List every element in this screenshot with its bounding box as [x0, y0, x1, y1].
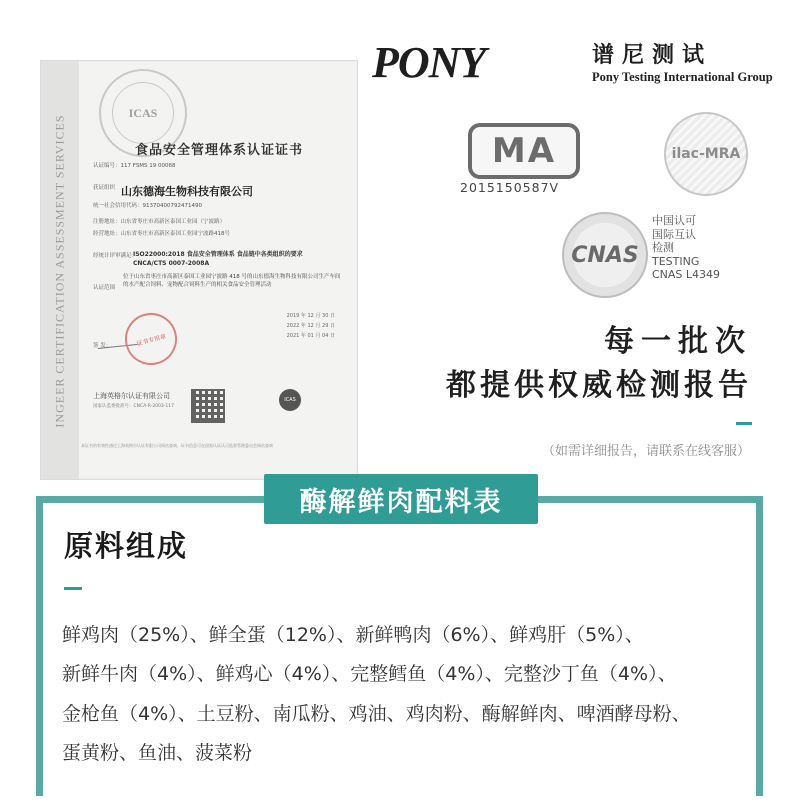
certificate-number: 认证编号：117 FSMS 19 00068: [93, 163, 176, 169]
cnas-mark-icon: CNAS: [562, 212, 648, 298]
ilac-mra-mark-icon: ilac-MRA: [664, 112, 748, 196]
report-note: （如需详细报告，请联系在线客服）: [541, 444, 750, 459]
certificate-stamp: 证书专用章: [119, 307, 183, 371]
certificate-standard-label: 经统计评审满足：: [93, 253, 138, 259]
certificate-company: 山东德海生物科技有限公司: [121, 185, 253, 198]
cnas-line-5: CNAS L4349: [652, 268, 721, 281]
certificate-title: 食品安全管理体系认证证书: [134, 143, 303, 158]
cnas-line-3: 检测: [652, 241, 674, 254]
certificate-side-text: INGEER CERTIFICATION ASSESSMENT SERVICES: [52, 114, 67, 428]
certificate-standard-1: ISO22000:2018 食品安全管理体系 食品链中各类组织的要求: [133, 251, 303, 258]
certificate-scope-label: 认证范围: [93, 285, 116, 291]
certificate-reg-address: 注册地址：山东省枣庄市高新区泰国工业园（宁波路）: [93, 219, 226, 225]
pony-logo: PONY: [372, 38, 486, 87]
slogan-line-2: 都提供权威检测报告: [446, 368, 752, 403]
certificate-scope: 位于山东省枣庄市高新区泰国工业园宁波路 418 号的山东德海生物科技有限公司生产车间的水产配合饲料、宠物配合饲料生产的相关食品安全管理活动: [123, 274, 341, 288]
certificate-date-1: 2019 年 12 月 30 日: [286, 313, 335, 319]
certificate-op-address: 经营地址：山东省枣庄市高新区泰国工业园宁波路418号: [93, 231, 230, 237]
icas-seal-text: ICAS: [112, 82, 174, 144]
certificate-footer: 本证书的有效性通过上海英格尔认证有限公司网站查询，证书信息可在国家认证认可监督管理委员会网站查询: [81, 443, 273, 448]
cma-number: 2015150587V: [460, 180, 560, 195]
certificate-standard-2: CNCA/CTS 0007-2008A: [133, 260, 210, 267]
certificate-credit-code: 统一社会信用代码：91370400792471490: [93, 203, 202, 209]
certificate-standards: [133, 250, 303, 268]
cnas-line-4: TESTING: [652, 254, 700, 268]
ingredient-line-1: 鲜鸡肉（25%）、鲜全蛋（12%）、新鲜鸭肉（6%）、鲜鸡肝（5%）、: [62, 624, 644, 646]
certificate-dates: [287, 311, 335, 341]
ingredient-line-4: 蛋黄粉、鱼油、菠菜粉: [62, 742, 253, 764]
certificate-date-2: 2022 年 12 月 29 日: [286, 323, 335, 329]
cnas-line-2: 国际互认: [652, 227, 696, 241]
qr-code-icon: [191, 389, 225, 423]
certificate-issuer: 上海英格尔认证有限公司: [93, 392, 170, 400]
ingredient-line-3: 金枪鱼（4%）、土豆粉、南瓜粉、鸡油、鸡肉粉、酶解鲜肉、啤酒酵母粉、: [62, 703, 691, 725]
section-divider: [64, 587, 82, 590]
ingredient-line-2: 新鲜牛肉（4%）、鲜鸡心（4%）、完整鳕鱼（4%）、完整沙丁鱼（4%）、: [62, 663, 677, 685]
certificate-sign-label: 签 发：: [93, 343, 112, 349]
certificate-date-3: 2021 年 01 月 04 日: [286, 333, 335, 339]
slogan-line-1: 每一批次: [604, 324, 752, 359]
section-title: 原料组成: [64, 529, 189, 563]
icas-badge: ICAS: [279, 389, 301, 411]
certificate-holder-label: 获证组织: [93, 185, 116, 191]
brand-name-cn: 谱尼测试: [592, 43, 713, 68]
ingredients-tab-title: 酶解鲜肉配料表: [264, 474, 538, 524]
cma-mark-icon: MA: [468, 123, 580, 179]
slogan-divider: [736, 422, 752, 425]
cnas-line-1: 中国认可: [652, 214, 696, 227]
certificate-issuer-info: 国家认监委批准号：CNCA-R-2003-117: [93, 404, 174, 409]
certificate-image: [40, 60, 358, 480]
brand-name-en: Pony Testing International Group: [592, 70, 773, 84]
cnas-text: [652, 214, 720, 282]
